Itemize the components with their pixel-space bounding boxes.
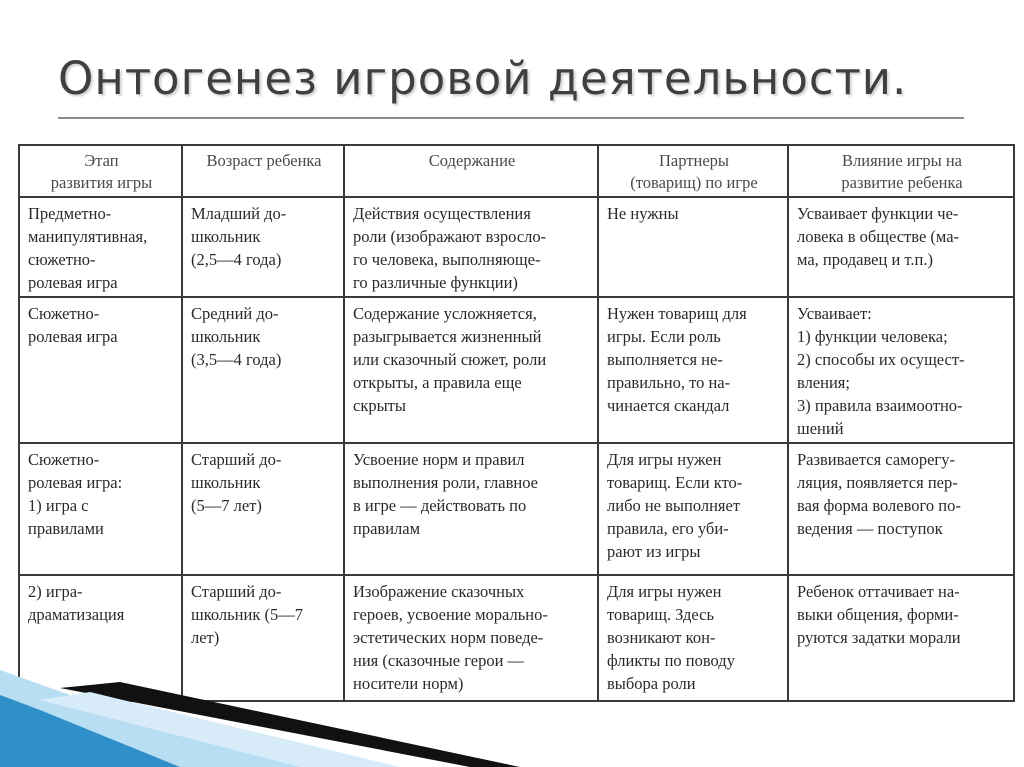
table-cell: Развивается саморегу- ляция, появляется пер- вая форма волевого по- ведения — поступок [788, 443, 1014, 575]
table-cell: Предметно- манипулятивная, сюжетно- ролевая игра [19, 197, 182, 297]
table-cell: Старший до- школьник (5—7 лет) [182, 443, 344, 575]
table-cell: Не нужны [598, 197, 788, 297]
table-cell: Усвоение норм и правил выполнения роли, главное в игре — действовать по правилам [344, 443, 598, 575]
header-influence: Влияние игры на развитие ребенка [788, 145, 1014, 197]
header-age: Возраст ребенка [182, 145, 344, 197]
table-cell: Изображение сказочных героев, усвоение морально- эстетических норм поведе- ния (сказочные герои — носители норм) [344, 575, 598, 701]
table-header-row [19, 145, 1014, 197]
table-cell: Усваивает функции че- ловека в обществе (ма- ма, продавец и т.п.) [788, 197, 1014, 297]
table-cell: Сюжетно- ролевая игра [19, 297, 182, 443]
table-row [19, 197, 1014, 297]
title-underline [58, 117, 964, 119]
table-cell: Младший до- школьник (2,5—4 года) [182, 197, 344, 297]
table-cell: Содержание усложняется, разыгрывается жизненный или сказочный сюжет, роли открыты, а правила еще скрыты [344, 297, 598, 443]
decorative-ribbon [0, 600, 520, 767]
table-cell: Усваивает: 1) функции человека; 2) способы их осущест- вления; 3) правила взаимоотно- шений [788, 297, 1014, 443]
table-cell: Ребенок оттачивает на- выки общения, форми- руются задатки морали [788, 575, 1014, 701]
table-cell: Нужен товарищ для игры. Если роль выполняется не- правильно, то на- чинается скандал [598, 297, 788, 443]
table-cell: Сюжетно- ролевая игра: 1) игра с правилами [19, 443, 182, 575]
header-partners: Партнеры (товарищ) по игре [598, 145, 788, 197]
table-row [19, 297, 1014, 443]
table-cell: 2) игра- драматизация [19, 575, 182, 701]
table-cell: Средний до- школьник (3,5—4 года) [182, 297, 344, 443]
header-content: Содержание [344, 145, 598, 197]
table-cell: Старший до- школьник (5—7 лет) [182, 575, 344, 701]
slide-title: Онтогенез игровой деятельности. [58, 52, 908, 105]
table-cell: Действия осуществления роли (изображают взросло- го человека, выполняюще- го различные функции) [344, 197, 598, 297]
table-cell: Для игры нужен товарищ. Если кто- либо не выполняет правила, его уби- рают из игры [598, 443, 788, 575]
header-stage: Этап развития игры [19, 145, 182, 197]
table-row [19, 443, 1014, 575]
table-cell: Для игры нужен товарищ. Здесь возникают кон- фликты по поводу выбора роли [598, 575, 788, 701]
